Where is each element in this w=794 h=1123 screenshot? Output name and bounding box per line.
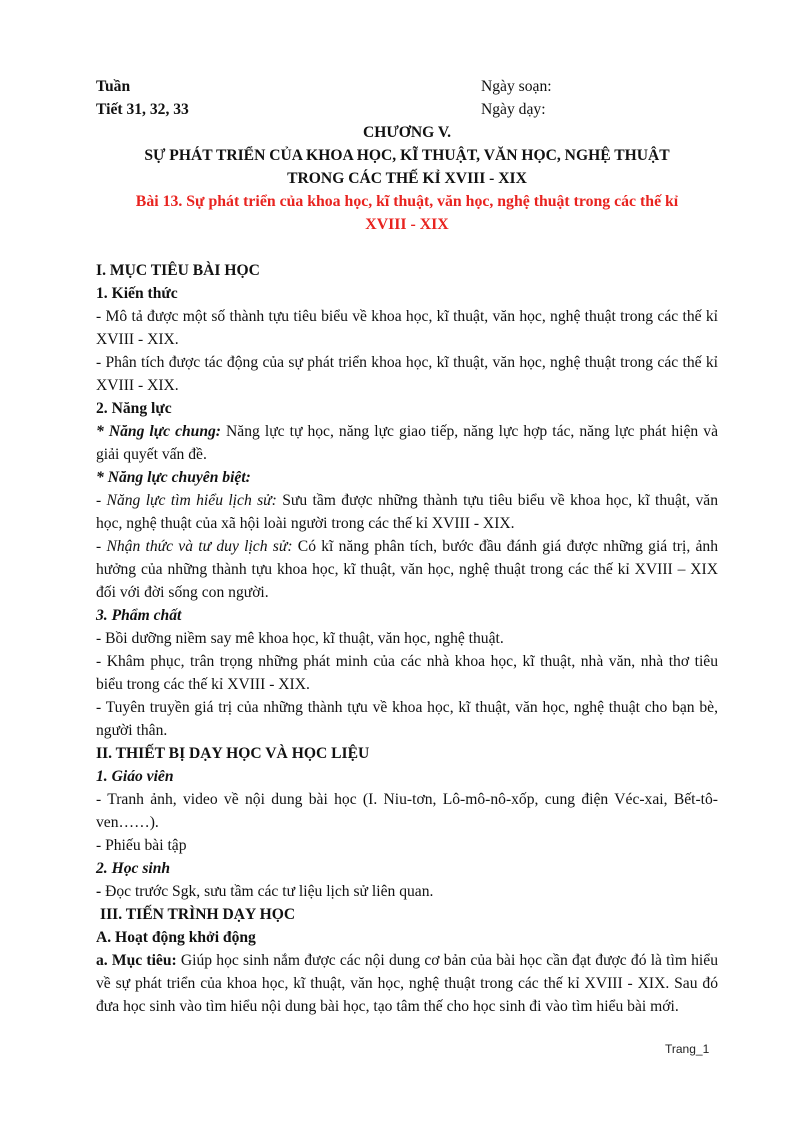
thinking-competence-label: - Nhận thức và tư duy lịch sử: bbox=[96, 538, 293, 555]
knowledge-item-1: - Mô tả được một số thành tựu tiêu biểu về khoa học, kĩ thuật, văn học, nghệ thuật trong các thế kỉ XVIII - XIX. bbox=[96, 308, 718, 348]
header-row-2 bbox=[96, 98, 718, 121]
student-heading: 2. Học sinh bbox=[96, 860, 171, 877]
page-number: Trang_1 bbox=[665, 1042, 710, 1056]
spacer bbox=[96, 236, 718, 259]
objective-text: Giúp học sinh nắm được các nội dung cơ bản của bài học cần đạt được đó là tìm hiểu về sự phát triển của khoa học, kĩ thuật, văn học, nghệ thuật trong các thế kỉ XVIII - XIX. Sau đó đưa học sinh vào tìm hiểu nội dung bài học, tạo tâm thế cho học sinh đi vào tìm hiểu bài mới. bbox=[96, 952, 718, 1015]
page-content bbox=[96, 75, 718, 1018]
chapter-label: CHƯƠNG V. bbox=[362, 124, 452, 141]
thinking-competence bbox=[96, 535, 718, 604]
objective-paragraph bbox=[96, 949, 718, 1018]
prepare-date-label: Ngày soạn: bbox=[481, 78, 552, 95]
warmup-heading: A. Hoạt động khởi động bbox=[96, 929, 256, 946]
thinking-competence-text: Có kĩ năng phân tích, bước đầu đánh giá được những giá trị, ảnh hưởng của những thành tựu khoa học, kĩ thuật, văn học, nghệ thuật trong các thế kỉ XVIII – XIX đối với đời sống con người. bbox=[96, 538, 718, 601]
general-competence bbox=[96, 420, 718, 466]
teacher-heading: 1. Giáo viên bbox=[96, 768, 174, 785]
knowledge-heading: 1. Kiến thức bbox=[96, 285, 178, 302]
lesson-title-line1: Bài 13. Sự phát triển của khoa học, kĩ thuật, văn học, nghệ thuật trong các thế kỉ bbox=[135, 193, 679, 210]
student-item-text: Đọc trước Sgk, sưu tầm các tư liệu lịch sử liên quan. bbox=[101, 883, 434, 900]
competence-heading: 2. Năng lực bbox=[96, 400, 172, 417]
quality-item-3: - Tuyên truyền giá trị của những thành tựu về khoa học, kĩ thuật, văn học, nghệ thuật cho bạn bè, người thân. bbox=[96, 699, 718, 739]
research-competence-text: Sưu tầm được những thành tựu tiêu biểu về khoa học, kĩ thuật, văn học, nghệ thuật của xã hội loài người trong các thế kỉ XVIII - XIX. bbox=[96, 492, 718, 532]
period-label: Tiết 31, 32, 33 bbox=[96, 101, 189, 118]
chapter-title-line2: TRONG CÁC THẾ KỈ XVIII - XIX bbox=[287, 170, 527, 187]
research-competence bbox=[96, 489, 718, 535]
teach-date-label: Ngày dạy: bbox=[481, 101, 546, 118]
student-item-dash: - bbox=[96, 883, 102, 900]
section-2-heading: II. THIẾT BỊ DẠY HỌC VÀ HỌC LIỆU bbox=[96, 745, 370, 762]
general-competence-text: Năng lực tự học, năng lực giao tiếp, năng lực hợp tác, năng lực phát hiện và giải quyết vấn đề. bbox=[96, 423, 718, 463]
quality-item-2: - Khâm phục, trân trọng những phát minh của các nhà khoa học, kĩ thuật, nhà văn, nhà thơ tiêu biểu trong các thế kỉ XVIII - XIX. bbox=[96, 653, 718, 693]
quality-item-1: - Bồi dưỡng niềm say mê khoa học, kĩ thuật, văn học, nghệ thuật. bbox=[96, 630, 504, 647]
teacher-item-1: - Tranh ảnh, video về nội dung bài học (I. Niu-tơn, Lô-mô-nô-xốp, cung điện Véc-xai, Bết-tô-ven……). bbox=[96, 791, 718, 831]
section-1-heading: I. MỤC TIÊU BÀI HỌC bbox=[96, 262, 260, 279]
student-item bbox=[96, 880, 718, 903]
teacher-item-2: - Phiếu bài tập bbox=[96, 837, 187, 854]
week-label: Tuần bbox=[96, 78, 131, 95]
objective-label: a. Mục tiêu: bbox=[96, 952, 177, 969]
knowledge-item-2: - Phân tích được tác động của sự phát triển khoa học, kĩ thuật, văn học, nghệ thuật trong các thế kỉ XVIII - XIX. bbox=[96, 354, 718, 394]
specific-competence-heading: * Năng lực chuyên biệt: bbox=[96, 469, 251, 486]
quality-heading: 3. Phẩm chất bbox=[96, 607, 182, 624]
general-competence-label: * Năng lực chung: bbox=[96, 423, 221, 440]
research-competence-label: - Năng lực tìm hiểu lịch sử: bbox=[96, 492, 277, 509]
section-3-heading: III. TIẾN TRÌNH DẠY HỌC bbox=[100, 906, 296, 923]
chapter-title-line1: SỰ PHÁT TRIỂN CỦA KHOA HỌC, KĨ THUẬT, VĂN HỌC, NGHỆ THUẬT bbox=[144, 147, 670, 164]
lesson-title-line2: XVIII - XIX bbox=[365, 216, 449, 233]
header-row-1 bbox=[96, 75, 718, 98]
